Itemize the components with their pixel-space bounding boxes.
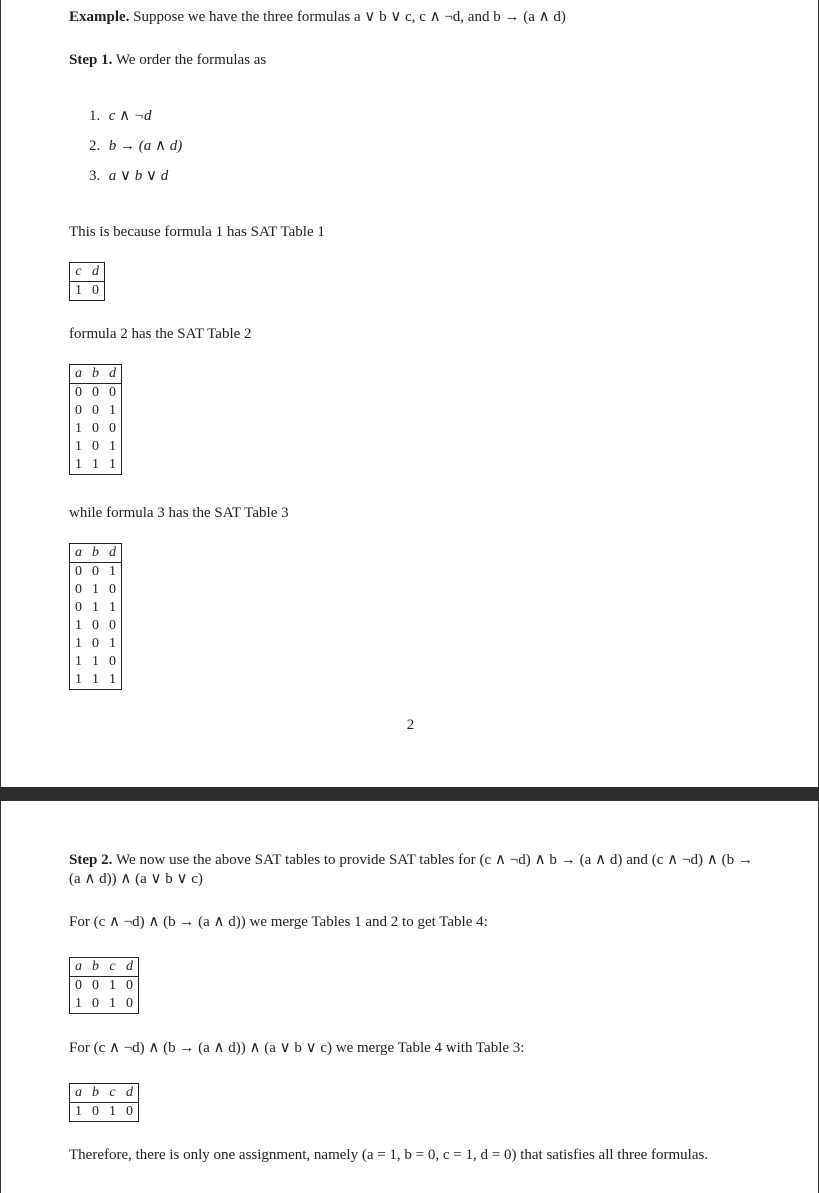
table-row <box>70 599 122 617</box>
table-cell: 0 <box>75 385 82 400</box>
table-header: d <box>104 365 122 384</box>
table-row <box>70 617 122 635</box>
example-label: Example. <box>69 9 130 25</box>
table-row <box>70 438 122 456</box>
example-text: Suppose we have the three formulas a ∨ b ∨ c, c ∧ ¬d, and b → (a ∧ d) <box>133 9 566 25</box>
table-header: d <box>121 958 139 977</box>
table-cell: 1 <box>75 439 82 454</box>
list-item-number: 1. <box>89 108 101 124</box>
table-cell: 0 <box>92 978 99 993</box>
table-header: b <box>87 1084 104 1103</box>
table-cell: 0 <box>75 978 82 993</box>
sat-table-4 <box>69 957 139 1014</box>
table-cell: 0 <box>126 1104 133 1119</box>
table-header: b <box>87 958 104 977</box>
table-row <box>70 384 122 403</box>
table-cell: 0 <box>92 1104 99 1119</box>
merge1-text: For (c ∧ ¬d) ∧ (b → (a ∧ d)) we merge Tables 1 and 2 to get Table 4: <box>69 914 488 930</box>
table-header: a <box>70 1084 88 1103</box>
list-item <box>89 136 182 166</box>
formula2-text: formula 2 has the SAT Table 2 <box>69 326 252 342</box>
list-item-formula: a ∨ b ∨ d <box>108 168 169 184</box>
table-cell: 0 <box>109 618 116 633</box>
table-row <box>70 635 122 653</box>
table-cell: 0 <box>92 283 99 298</box>
table-header: c <box>104 1084 121 1103</box>
table-row <box>70 456 122 475</box>
table-cell: 1 <box>75 421 82 436</box>
table-cell: 1 <box>92 672 99 687</box>
sat-table-1 <box>69 262 105 301</box>
page-2 <box>0 801 819 1193</box>
sat-table-2 <box>69 364 122 475</box>
table-header: d <box>87 263 105 282</box>
table-cell: 0 <box>92 636 99 651</box>
table-cell: 1 <box>92 582 99 597</box>
list-item-formula: c ∧ ¬d <box>108 108 152 124</box>
table-header: a <box>70 544 88 563</box>
table-row <box>70 977 139 996</box>
table-cell: 0 <box>92 996 99 1011</box>
table-cell: 1 <box>75 672 82 687</box>
table-cell: 1 <box>109 600 116 615</box>
example-paragraph <box>69 8 753 27</box>
step1-text: We order the formulas as <box>115 52 267 68</box>
table-cell: 0 <box>75 564 82 579</box>
table-cell: 0 <box>126 996 133 1011</box>
table-cell: 0 <box>75 582 82 597</box>
table-cell: 1 <box>109 457 116 472</box>
table-cell: 0 <box>75 600 82 615</box>
table-cell: 0 <box>126 978 133 993</box>
table-cell: 0 <box>92 403 99 418</box>
because-text: This is because formula 1 has SAT Table 1 <box>69 224 325 240</box>
table-header: b <box>87 544 104 563</box>
table-row <box>70 282 105 301</box>
list-item <box>89 166 182 196</box>
step1-label: Step 1. <box>69 52 113 68</box>
list-item-number: 2. <box>89 138 101 154</box>
merge2-text: For (c ∧ ¬d) ∧ (b → (a ∧ d)) ∧ (a ∨ b ∨ c) we merge Table 4 with Table 3: <box>69 1040 525 1056</box>
sat-table-3 <box>69 543 122 690</box>
table-cell: 1 <box>109 403 116 418</box>
table-cell: 0 <box>109 421 116 436</box>
table-header: b <box>87 365 104 384</box>
formula3-text: while formula 3 has the SAT Table 3 <box>69 505 289 521</box>
table-cell: 1 <box>109 636 116 651</box>
table-header: c <box>104 958 121 977</box>
table-cell: 1 <box>109 564 116 579</box>
sat-table-5 <box>69 1083 139 1122</box>
table-row <box>70 995 139 1014</box>
page-number: 2 <box>406 717 415 733</box>
table-row <box>70 563 122 582</box>
table-row <box>70 1103 139 1122</box>
step1-paragraph <box>69 51 753 70</box>
table-cell: 1 <box>109 439 116 454</box>
table-cell: 0 <box>109 582 116 597</box>
table-header: c <box>70 263 88 282</box>
table-row <box>70 420 122 438</box>
table-cell: 1 <box>109 978 116 993</box>
table-cell: 0 <box>92 385 99 400</box>
step2-text: We now use the above SAT tables to provide SAT tables for (c ∧ ¬d) ∧ b → (a ∧ d) and (c ∧ ¬d) ∧ (b → (a ∧ d)) ∧ (a ∨ b ∨ c) <box>69 852 753 887</box>
table-row <box>70 581 122 599</box>
table-cell: 0 <box>92 421 99 436</box>
table-cell: 0 <box>92 564 99 579</box>
conclusion-text: Therefore, there is only one assignment, namely (a = 1, b = 0, c = 1, d = 0) that satisfies all three formulas. <box>69 1147 709 1163</box>
table-cell: 0 <box>92 618 99 633</box>
table-cell: 1 <box>75 618 82 633</box>
step2-paragraph <box>69 851 753 889</box>
table-cell: 1 <box>75 457 82 472</box>
table-header: a <box>70 365 88 384</box>
table-cell: 1 <box>92 457 99 472</box>
page-separator <box>0 787 819 801</box>
table-cell: 1 <box>92 600 99 615</box>
list-item <box>89 106 182 136</box>
table-row <box>70 671 122 690</box>
table-cell: 1 <box>109 996 116 1011</box>
table-cell: 1 <box>75 1104 82 1119</box>
table-header: d <box>121 1084 139 1103</box>
table-cell: 1 <box>75 654 82 669</box>
table-row <box>70 402 122 420</box>
table-cell: 0 <box>109 385 116 400</box>
table-cell: 1 <box>92 654 99 669</box>
table-cell: 0 <box>75 403 82 418</box>
list-item-number: 3. <box>89 168 101 184</box>
table-cell: 1 <box>75 636 82 651</box>
table-cell: 1 <box>109 1104 116 1119</box>
list-item-formula: b → (a ∧ d) <box>108 138 183 154</box>
table-cell: 0 <box>92 439 99 454</box>
table-cell: 0 <box>109 654 116 669</box>
step2-label: Step 2. <box>69 852 113 868</box>
table-cell: 1 <box>75 283 82 298</box>
table-header: a <box>70 958 88 977</box>
table-cell: 1 <box>109 672 116 687</box>
table-header: d <box>104 544 122 563</box>
table-row <box>70 653 122 671</box>
table-cell: 1 <box>75 996 82 1011</box>
formula-order-list <box>89 106 182 196</box>
